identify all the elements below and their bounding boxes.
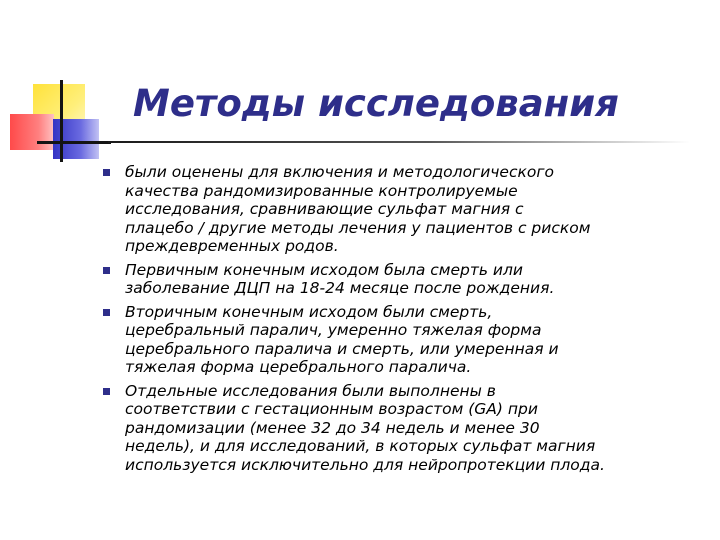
bullet-text: Вторичным конечным исходом были смерть, церебральный паралич, умеренно тяжелая форма церебрального паралича и смерть, или умеренная и тяжелая форма церебрального паралича.	[125, 302, 559, 376]
square-bullet-icon	[103, 267, 110, 274]
horizontal-crosshair-line	[37, 141, 111, 144]
slide-title: Методы исследования	[133, 82, 619, 125]
square-bullet-icon	[103, 388, 110, 395]
decorative-squares-logo	[0, 0, 110, 170]
bullet-item	[103, 261, 703, 298]
bullet-item	[103, 163, 703, 256]
square-bullet-icon	[103, 309, 110, 316]
title-underline-rule	[108, 141, 690, 143]
red-square	[10, 114, 54, 150]
bullet-text: Первичным конечным исходом была смерть или заболевание ДЦП на 18-24 месяце после рождения.	[125, 260, 555, 297]
bullet-text: были оценены для включения и методологического качества рандомизированные контролируемые исследования, сравнивающие сульфат магния с плацебо / другие методы лечения у пациентов с риском преждевременных родов.	[125, 163, 591, 255]
bullet-list	[103, 163, 703, 479]
square-bullet-icon	[103, 169, 110, 176]
vertical-crosshair-line	[60, 80, 63, 162]
bullet-item	[103, 303, 703, 377]
bullet-text: Отдельные исследования были выполнены в соответствии с гестационным возрастом (GA) при рандомизации (менее 32 до 34 недель и менее 30 недель), и для исследований, в которых сульфат магния используется исключительно для нейропротекции плода.	[125, 381, 605, 474]
bullet-item	[103, 382, 703, 475]
